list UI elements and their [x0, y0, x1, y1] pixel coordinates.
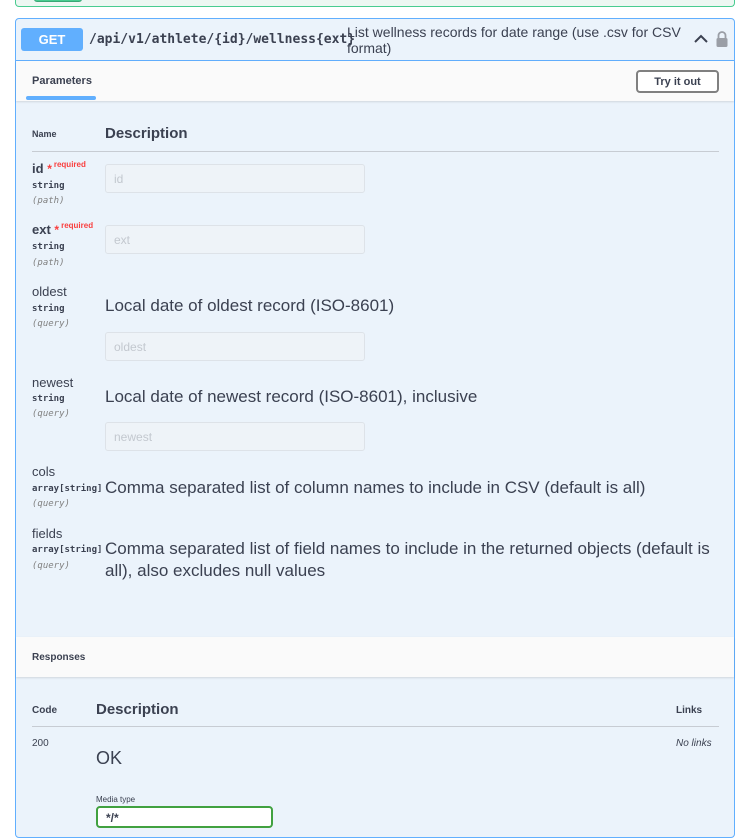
parameters-header: [16, 61, 734, 101]
previous-operation-method-badge[interactable]: [34, 0, 82, 2]
response-links: No links: [676, 738, 712, 749]
media-type-label: Media type: [96, 795, 136, 804]
chevron-up-icon[interactable]: [692, 30, 710, 48]
param-description-cols: Comma separated list of column names to include in CSV (default is all): [105, 478, 646, 497]
param-type-oldest: string: [32, 304, 65, 314]
param-location-fields: (query): [32, 561, 70, 571]
param-type-ext: string: [32, 242, 65, 252]
active-tab-indicator: [26, 96, 96, 100]
param-name-ext: ext * $^{required}$: [32, 221, 94, 237]
param-type-id: string: [32, 181, 65, 191]
param-type-fields: array[string]: [32, 545, 103, 555]
param-input-oldest[interactable]: [105, 332, 365, 361]
media-type-select[interactable]: [96, 806, 273, 828]
try-it-out-button[interactable]: Try it out: [636, 70, 719, 93]
column-header-links: Links: [676, 705, 703, 716]
tab-parameters[interactable]: Parameters: [32, 75, 92, 87]
param-name-id: id * $^{required}$: [32, 160, 86, 176]
param-description-newest: Local date of newest record (ISO-8601), inclusive: [105, 387, 478, 406]
parameters-header-rule: [32, 151, 719, 152]
response-description: OK: [96, 748, 123, 768]
column-header-response-description: Description: [96, 701, 179, 718]
column-header-code: Code: [32, 705, 57, 716]
param-location-oldest: (query): [32, 319, 70, 329]
param-description-fields: Comma separated list of field names to include in the returned objects (default is all), also excludes null values: [105, 539, 710, 580]
param-location-newest: (query): [32, 409, 70, 419]
param-description-oldest: Local date of oldest record (ISO-8601): [105, 296, 395, 315]
param-name-newest: newest: [32, 375, 74, 390]
param-input-id[interactable]: [105, 164, 365, 193]
param-location-id: (path): [32, 196, 65, 206]
media-type-value: */*: [106, 811, 119, 825]
param-name-fields: fields: [32, 526, 63, 541]
operation-block-get-wellness: [15, 18, 735, 838]
param-type-newest: string: [32, 394, 65, 404]
param-location-cols: (query): [32, 499, 70, 509]
param-name-cols: cols: [32, 464, 56, 479]
operation-path: /api/v1/athlete/{id}/wellness{ext}: [89, 32, 356, 47]
method-badge: GET: [21, 28, 83, 51]
operation-summary-text: List wellness records for date range (use .csv for CSV format): [347, 24, 681, 56]
responses-header: [16, 637, 734, 677]
column-header-description: Description: [105, 125, 188, 142]
param-input-newest[interactable]: [105, 422, 365, 451]
response-code: 200: [32, 738, 49, 749]
param-input-ext[interactable]: [105, 225, 365, 254]
column-header-name: Name: [32, 129, 57, 139]
responses-header-rule: [32, 726, 719, 727]
operation-summary[interactable]: [16, 19, 734, 61]
param-location-ext: (path): [32, 258, 65, 268]
lock-icon[interactable]: [715, 30, 729, 48]
previous-operation-block: [15, 0, 735, 7]
param-name-oldest: oldest: [32, 284, 67, 299]
param-type-cols: array[string]: [32, 484, 103, 494]
responses-title: Responses: [32, 652, 86, 663]
